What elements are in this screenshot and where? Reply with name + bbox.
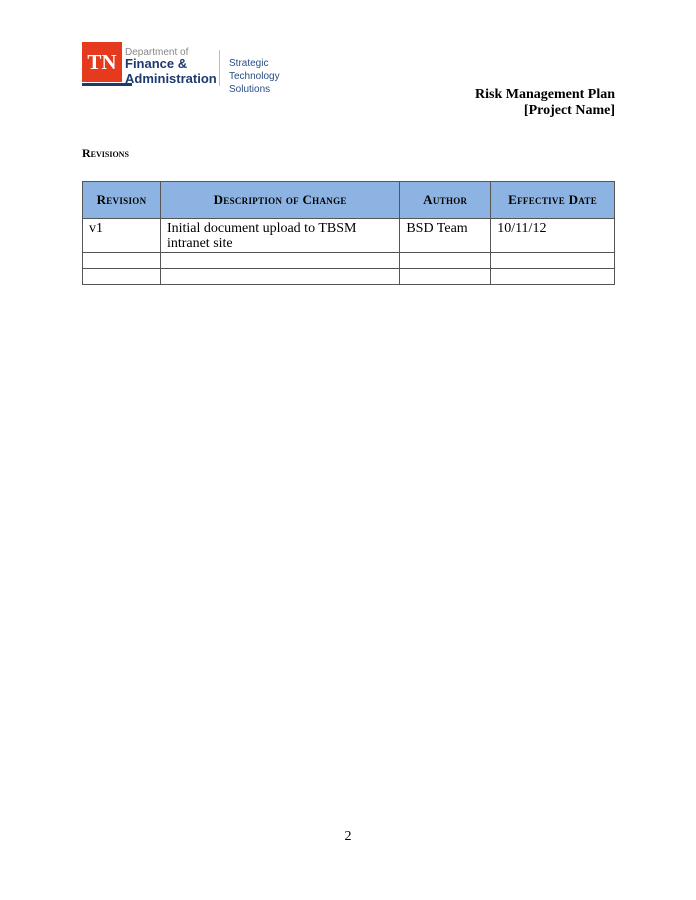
table-row [83, 269, 615, 285]
logo-finance: Finance & [125, 56, 188, 71]
logo-administration: Administration [125, 71, 217, 86]
cell-description [160, 253, 399, 269]
cell-revision [83, 269, 161, 285]
logo-divider [219, 50, 220, 86]
revisions-table [82, 181, 615, 285]
document-title: Risk Management Plan [475, 87, 615, 102]
table-row [83, 253, 615, 269]
page-number: 2 [344, 829, 352, 844]
cell-author [400, 269, 491, 285]
tn-finance-logo [82, 42, 322, 95]
cell-revision [83, 253, 161, 269]
cell-date [491, 253, 615, 269]
header-author: Author [400, 182, 491, 219]
division-line2: Technology Solutions [229, 71, 280, 95]
header-revision: Revision [83, 182, 161, 219]
division-line1: Strategic [229, 58, 269, 69]
table-header-row [83, 182, 615, 219]
document-header [475, 87, 615, 119]
cell-date: 10/11/12 [491, 219, 615, 253]
section-title: Revisions [82, 146, 129, 160]
cell-author: BSD Team [400, 219, 491, 253]
cell-author [400, 253, 491, 269]
logo-division [229, 57, 322, 96]
cell-revision: v1 [83, 219, 161, 253]
table-row [83, 219, 615, 253]
cell-date [491, 269, 615, 285]
cell-description: Initial document upload to TBSM intranet site [160, 219, 399, 253]
header-effective-date: Effective Date [491, 182, 615, 219]
project-name: [Project Name] [523, 103, 615, 118]
cell-description [160, 269, 399, 285]
tn-badge: TN [82, 42, 122, 82]
logo-dept: Department of [125, 47, 189, 58]
header-description: Description of Change [160, 182, 399, 219]
